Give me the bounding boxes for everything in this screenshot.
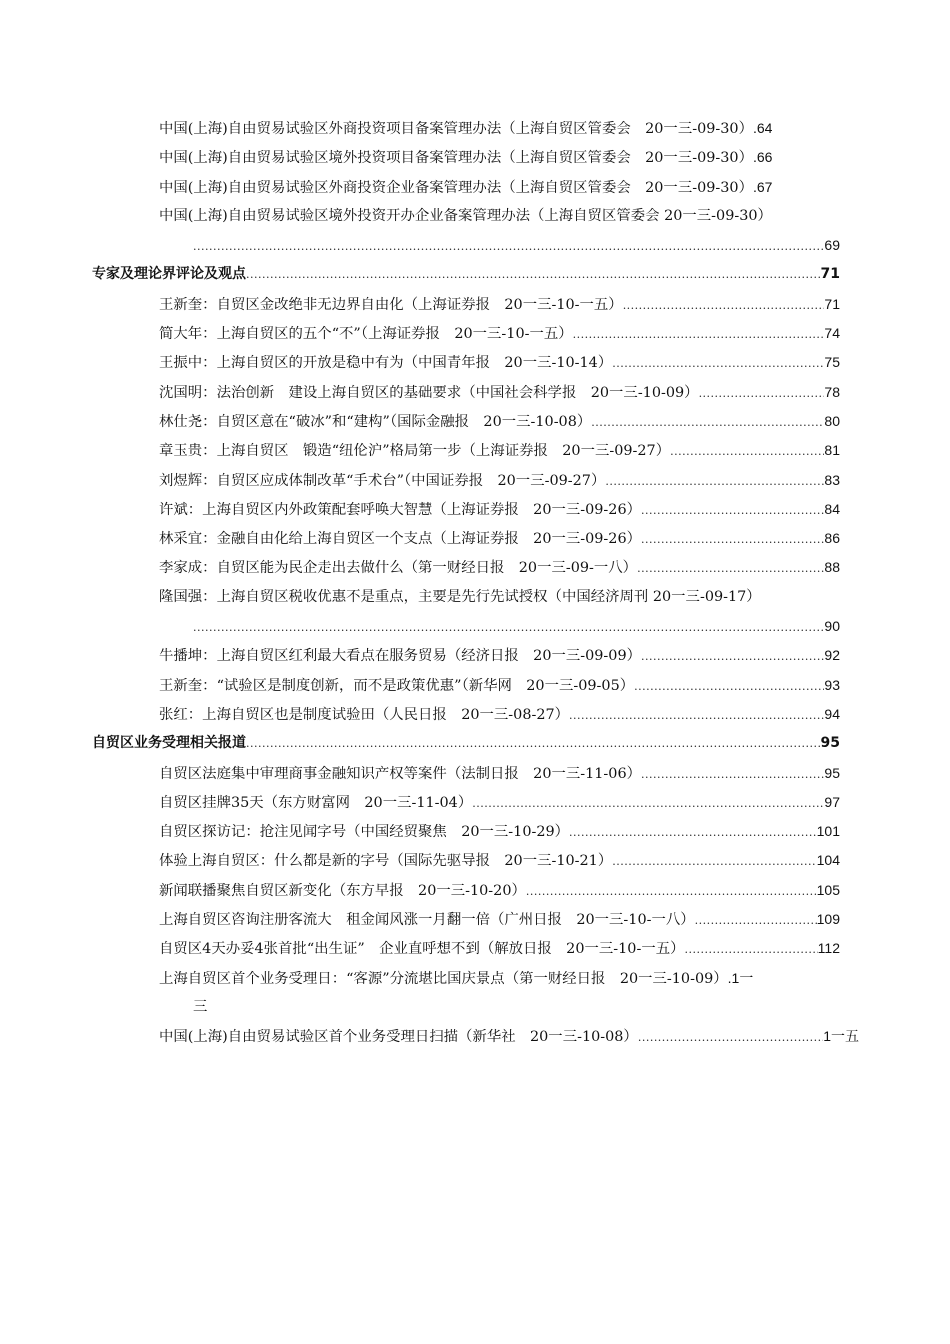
toc-entry-page: 81 <box>824 442 840 459</box>
toc-entry[interactable] <box>159 641 840 670</box>
toc-entry-continuation[interactable] <box>193 612 840 641</box>
toc-leader-dots <box>246 260 821 289</box>
toc-section-heading[interactable] <box>92 729 840 758</box>
toc-entry-page: 101 <box>816 823 840 840</box>
toc-entry[interactable] <box>159 378 840 407</box>
toc-entry-page: 105 <box>816 881 840 898</box>
toc-entry-title: 林仕尧：自贸区意在“破冰”和“建构”（国际金融报 20一三-10-08） <box>159 413 592 430</box>
toc-entry-page: 90 <box>824 618 840 635</box>
toc-entry[interactable] <box>159 846 840 875</box>
toc-entry-title: 林采宜：金融自由化给上海自贸区一个支点（上海证券报 20一三-09-26） <box>159 531 641 548</box>
toc-entry-page: 84 <box>824 500 840 517</box>
toc-leader-dots <box>573 320 825 349</box>
toc-entry-title: 上海自贸区咨询注册客流大 租金闻风涨一月翻一倍（广州日报 20一三-10-一八） <box>159 912 695 929</box>
toc-entry-page: 86 <box>824 530 840 547</box>
toc-entry[interactable] <box>159 348 840 377</box>
toc-entry-page: 104 <box>816 852 840 869</box>
toc-entry-title: 章玉贵：上海自贸区 锻造“纽伦沪”格局第一步（上海证券报 20一三-09-27） <box>159 443 671 460</box>
toc-entry-continuation[interactable] <box>193 231 840 260</box>
toc-leader-dots <box>246 729 821 758</box>
toc-entry-page: 83 <box>824 471 840 488</box>
toc-section-title: 专家及理论界评论及观点 <box>92 266 246 283</box>
toc-entry-page-continuation: 三 <box>193 998 208 1015</box>
table-of-contents <box>0 114 950 1052</box>
toc-entry[interactable] <box>159 964 859 993</box>
toc-entry-page: 92 <box>824 647 840 664</box>
toc-section-heading[interactable] <box>92 260 840 289</box>
toc-entry-title: 中国(上海)自由贸易试验区外商投资企业备案管理办法（上海自贸区管委会 20一三-09-30） <box>159 179 753 196</box>
toc-entry[interactable] <box>159 524 840 553</box>
toc-leader-dots <box>685 935 818 964</box>
toc-entry-title: 中国(上海)自由贸易试验区境外投资开办企业备案管理办法（上海自贸区管委会 20一三-09-30） <box>159 207 772 224</box>
toc-leader-dots <box>637 554 824 583</box>
toc-entry-page: 94 <box>824 705 840 722</box>
toc-entry-page: .1一 <box>727 969 754 986</box>
toc-entry-page: 95 <box>820 735 840 752</box>
toc-entry-title: 中国(上海)自由贸易试验区外商投资项目备案管理办法（上海自贸区管委会 20一三-09-30） <box>159 121 753 137</box>
toc-entry[interactable] <box>159 759 840 788</box>
toc-leader-dots <box>699 379 825 408</box>
toc-entry[interactable] <box>159 817 840 846</box>
toc-entry-page: 71 <box>820 266 840 283</box>
toc-entry-title: 王新奎：自贸区金改绝非无边界自由化（上海证券报 20一三-10-一五） <box>159 296 623 313</box>
toc-entry-page: 71 <box>824 295 840 312</box>
toc-leader-dots <box>193 613 824 642</box>
toc-entry-page: 95 <box>824 764 840 781</box>
toc-entry-page: 75 <box>824 354 840 371</box>
toc-entry-title: 中国(上海)自由贸易试验区首个业务受理日扫描（新华社 20一三-10-08） <box>159 1029 638 1046</box>
toc-leader-dots <box>612 847 816 876</box>
toc-entry-page: 1一五 <box>823 1028 859 1045</box>
toc-leader-dots <box>641 525 824 554</box>
toc-entry-title: 李家成：自贸区能为民企走出去做什么（第一财经日报 20一三-09-一八） <box>159 560 638 577</box>
toc-leader-dots <box>623 291 825 320</box>
toc-leader-dots <box>591 408 824 437</box>
toc-entry[interactable] <box>159 553 840 582</box>
toc-leader-dots <box>641 760 824 789</box>
toc-leader-dots <box>569 701 824 730</box>
toc-entry-title: 体验上海自贸区：什么都是新的字号（国际先驱导报 20一三-10-21） <box>159 853 613 870</box>
toc-entry-page: 74 <box>824 325 840 342</box>
toc-entry-title: 自贸区探访记：抢注见闻字号（中国经贸聚焦 20一三-10-29） <box>159 824 570 841</box>
toc-entry-page: .66 <box>752 149 773 166</box>
toc-entry-title: 中国(上海)自由贸易试验区境外投资项目备案管理办法（上海自贸区管委会 20一三-09-30） <box>159 150 753 167</box>
toc-entry[interactable] <box>159 905 840 934</box>
toc-entry-title: 新闻联播聚焦自贸区新变化（东方早报 20一三-10-20） <box>159 882 526 899</box>
toc-entry-page: 88 <box>824 559 840 576</box>
toc-entry[interactable] <box>159 495 840 524</box>
toc-entry-title: 沈国明：法治创新 建设上海自贸区的基础要求（中国社会科学报 20一三-10-09） <box>159 384 699 401</box>
toc-entry[interactable] <box>159 1022 859 1051</box>
toc-leader-dots <box>638 1023 823 1052</box>
toc-entry[interactable] <box>159 934 840 963</box>
toc-entry-title: 牛播坤：上海自贸区红利最大看点在服务贸易（经济日报 20一三-09-09） <box>159 648 641 665</box>
toc-entry[interactable] <box>159 202 859 231</box>
toc-entry[interactable] <box>159 583 859 612</box>
toc-leader-dots <box>193 232 824 261</box>
toc-entry-title: 刘煜辉：自贸区应成体制改革“手术台”（中国证券报 20一三-09-27） <box>159 472 606 489</box>
toc-leader-dots <box>472 789 824 818</box>
toc-entry-page: .64 <box>752 120 773 136</box>
toc-entry-page: 78 <box>824 383 840 400</box>
toc-entry[interactable] <box>159 466 840 495</box>
toc-leader-dots <box>695 906 817 935</box>
toc-entry-title: 许斌：上海自贸区内外政策配套呼唤大智慧（上海证券报 20一三-09-26） <box>159 501 641 518</box>
toc-entry-title: 自贸区4天办妥4张首批“出生证” 企业直呼想不到（解放日报 20一三-10-一五） <box>159 941 685 958</box>
toc-entry[interactable] <box>159 876 840 905</box>
toc-entry[interactable] <box>159 114 859 143</box>
toc-entry-page: 69 <box>824 237 840 254</box>
toc-entry-title: 王振中：上海自贸区的开放是稳中有为（中国青年报 20一三-10-14） <box>159 355 613 372</box>
toc-leader-dots <box>605 467 824 496</box>
toc-section-title: 自贸区业务受理相关报道 <box>92 735 246 752</box>
toc-leader-dots <box>670 437 824 466</box>
toc-entry-page: 109 <box>816 911 840 928</box>
toc-entry-page: 112 <box>817 940 840 957</box>
toc-entry-page: 93 <box>824 676 840 693</box>
toc-entry-page: 97 <box>824 793 840 810</box>
toc-entry[interactable] <box>159 671 840 700</box>
toc-entry-title: 张红：上海自贸区也是制度试验田（人民日报 20一三-08-27） <box>159 706 570 723</box>
toc-entry[interactable] <box>159 788 840 817</box>
toc-entry-title: 简大年：上海自贸区的五个“不”（上海证券报 20一三-10-一五） <box>159 326 573 343</box>
toc-entry[interactable] <box>159 319 840 348</box>
toc-leader-dots <box>612 349 824 378</box>
toc-entry-title: 王新奎：“试验区是制度创新，而不是政策优惠”（新华网 20一三-09-05） <box>159 677 635 694</box>
toc-leader-dots <box>641 642 824 671</box>
toc-entry-title: 自贸区法庭集中审理商事金融知识产权等案件（法制日报 20一三-11-06） <box>159 765 641 782</box>
toc-entry[interactable] <box>159 143 859 172</box>
toc-entry[interactable] <box>159 407 840 436</box>
toc-entry[interactable] <box>159 436 840 465</box>
toc-entry[interactable] <box>159 290 840 319</box>
toc-entry[interactable] <box>159 173 859 202</box>
toc-entry[interactable] <box>159 700 840 729</box>
toc-leader-dots <box>634 672 824 701</box>
toc-leader-dots <box>641 496 824 525</box>
toc-entry-title: 隆国强：上海自贸区税收优惠不是重点，主要是先行先试授权（中国经济周刊 20一三-09-17） <box>159 588 761 605</box>
toc-entry-page: 80 <box>824 412 840 429</box>
toc-leader-dots <box>526 877 817 906</box>
toc-entry-page: .67 <box>752 178 773 195</box>
toc-entry-title: 自贸区挂牌35天（东方财富网 20一三-11-04） <box>159 794 473 811</box>
toc-entry-title: 上海自贸区首个业务受理日：“客源”分流堪比国庆景点（第一财经日报 20一三-10-09） <box>159 970 728 987</box>
toc-leader-dots <box>569 818 817 847</box>
toc-entry-continuation <box>193 993 858 1022</box>
